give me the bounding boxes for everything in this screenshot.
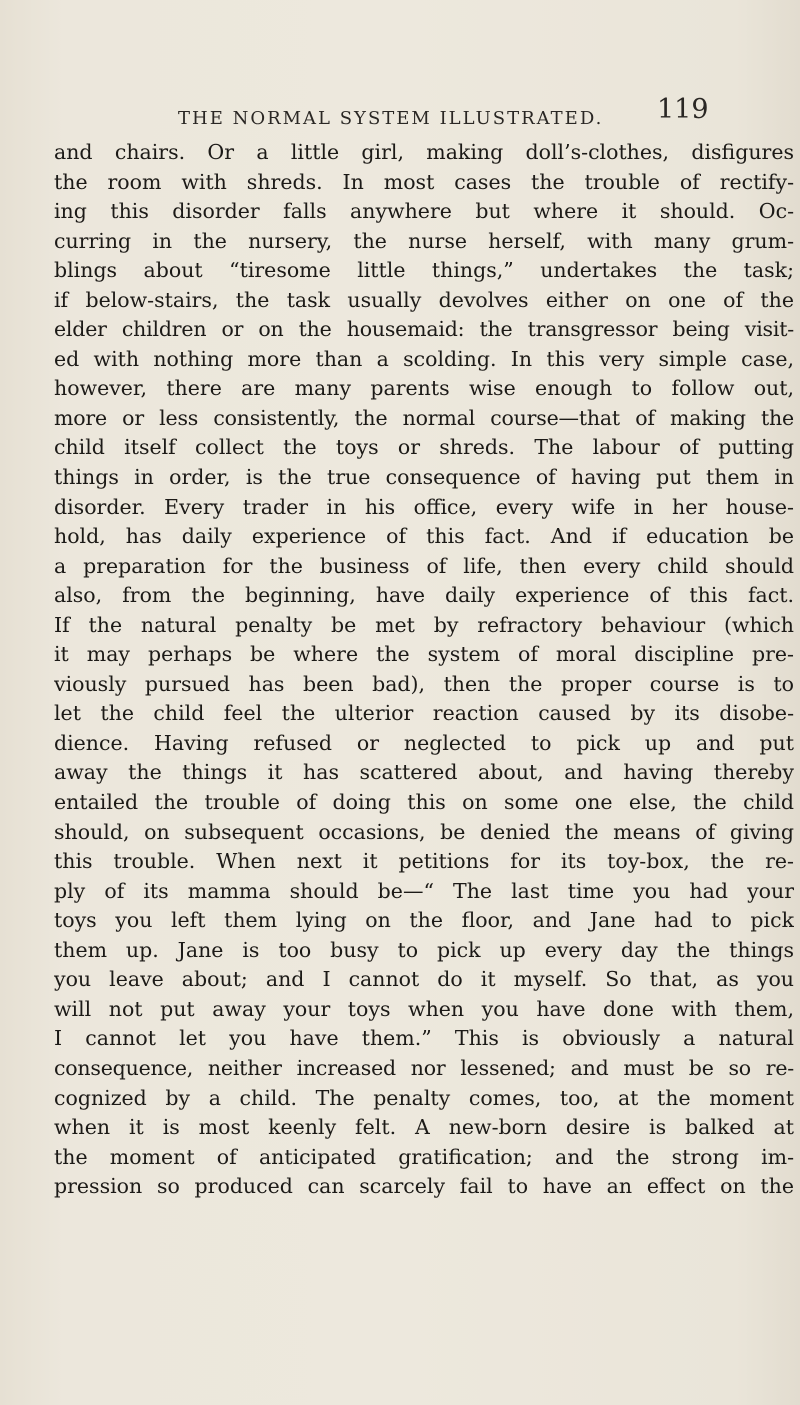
text-line: let the child feel the ulterior reaction caused by its disobe- (54, 701, 794, 726)
text-line: elder children or on the housemaid: the transgressor being visit- (54, 317, 794, 342)
text-line: cognized by a child. The penalty comes, too, at the moment (54, 1085, 794, 1110)
text-line: things in order, is the true consequence of having put them in (54, 465, 794, 490)
text-line: consequence, neither increased nor lessened; and must be so re- (54, 1055, 794, 1080)
text-line: the room with shreds. In most cases the trouble of rectify- (54, 169, 794, 194)
text-line: this trouble. When next it petitions for its toy-box, the re- (54, 849, 794, 874)
text-line: also, from the beginning, have daily experience of this fact. (54, 583, 794, 608)
text-line: more or less consistently, the normal course—that of making the (54, 405, 794, 430)
text-line: hold, has daily experience of this fact. And if education be (54, 524, 794, 549)
text-line: if below-stairs, the task usually devolves either on one of the (54, 287, 794, 312)
text-line: child itself collect the toys or shreds. The labour of putting (54, 435, 794, 460)
text-line: I cannot let you have them.” This is obviously a natural (54, 1026, 794, 1051)
text-line: pression so produced can scarcely fail to have an effect on the (54, 1174, 794, 1199)
text-line: curring in the nursery, the nurse herself, with many grum- (54, 228, 794, 253)
text-line: away the things it has scattered about, and having thereby (54, 760, 794, 785)
running-head: THE NORMAL SYSTEM ILLUSTRATED. (178, 108, 604, 129)
text-line: entailed the trouble of doing this on some one else, the child (54, 790, 794, 815)
text-line: blings about “tiresome little things,” undertakes the task; (54, 258, 794, 283)
text-line: dience. Having refused or neglected to pick up and put (54, 730, 794, 755)
text-line: viously pursued has been bad), then the proper course is to (54, 671, 794, 696)
text-line: however, there are many parents wise enough to follow out, (54, 376, 794, 401)
text-line: them up. Jane is too busy to pick up every day the things (54, 937, 794, 962)
text-line: If the natural penalty be met by refractory behaviour (which (54, 612, 794, 637)
text-line: a preparation for the business of life, then every child should (54, 553, 794, 578)
page-number: 119 (657, 94, 709, 125)
text-line: ing this disorder falls anywhere but where it should. Oc- (54, 199, 794, 224)
text-line: will not put away your toys when you have done with them, (54, 996, 794, 1021)
text-line: you leave about; and I cannot do it myself. So that, as you (54, 967, 794, 992)
body-text (54, 138, 794, 1202)
text-line: it may perhaps be where the system of moral discipline pre- (54, 642, 794, 667)
text-line: when it is most keenly felt. A new-born desire is balked at (54, 1115, 794, 1140)
text-line: disorder. Every trader in his office, every wife in her house- (54, 494, 794, 519)
text-line: and chairs. Or a little girl, making doll’s-clothes, disfigures (54, 140, 794, 164)
text-line: ed with nothing more than a scolding. In this very simple case, (54, 346, 794, 371)
text-line: should, on subsequent occasions, be denied the means of giving (54, 819, 794, 844)
text-line: toys you left them lying on the floor, and Jane had to pick (54, 908, 794, 933)
text-line: ply of its mamma should be—“ The last time you had your (54, 878, 794, 903)
text-line: the moment of anticipated gratification; and the strong im- (54, 1144, 794, 1169)
